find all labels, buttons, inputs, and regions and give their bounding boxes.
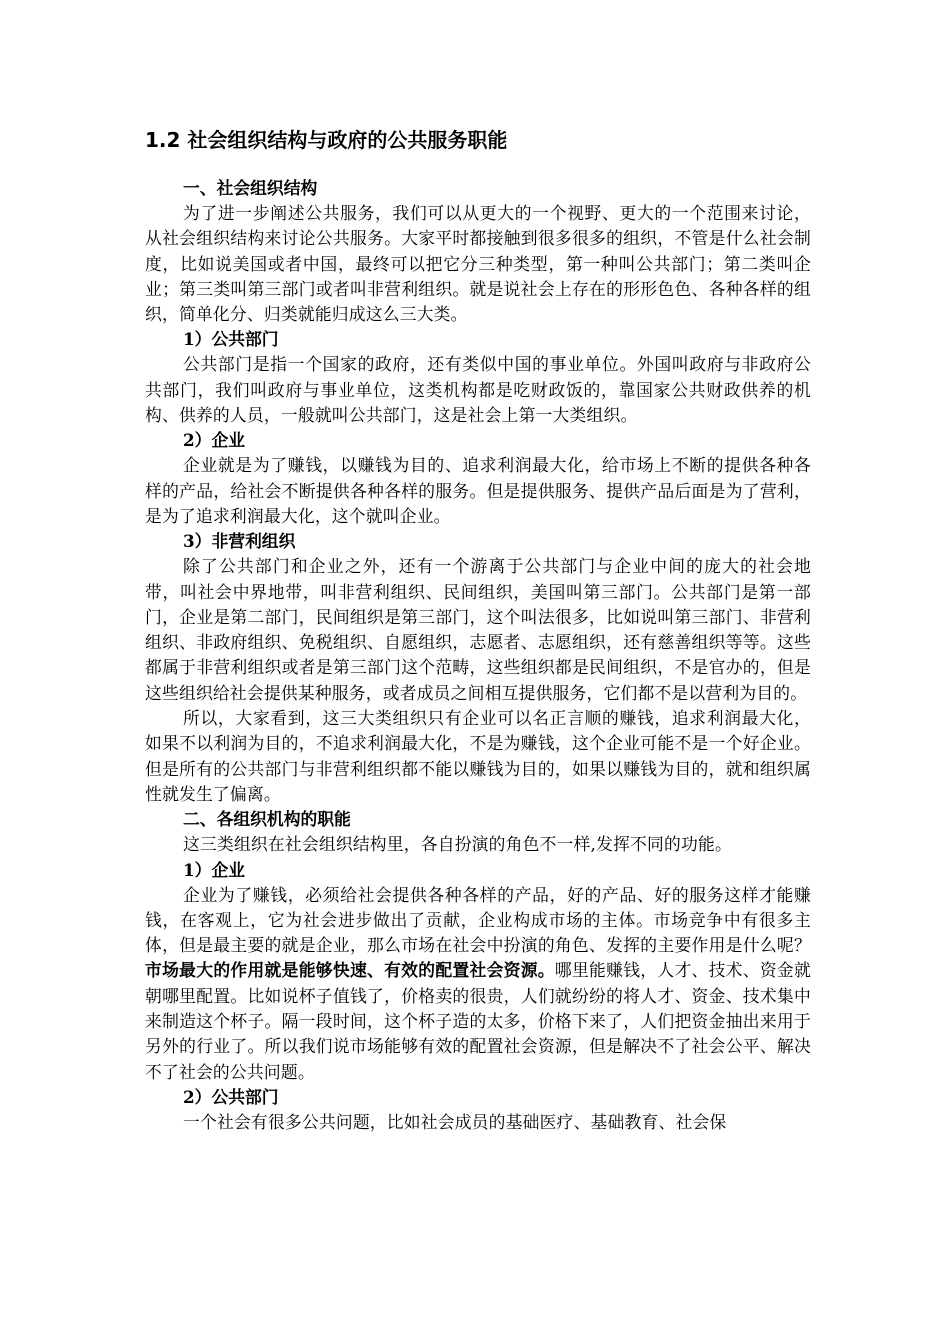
subheading-enterprise: 2）企业 — [183, 430, 246, 451]
page-title: 1.2 社会组织结构与政府的公共服务职能 — [145, 128, 508, 152]
paragraph-nonprofit: 除了公共部门和企业之外，还有一个游离于公共部门与企业中间的庞大的社会地带，叫社会中界地带，叫非营利组织、民间组织，美国叫第三部门。公共部门是第一部门，企业是第二部门，民间组织是第三部门，这个叫法很多，比如说叫第三部门、非营利组织、非政府组织、免税组织、自愿组织，志愿者、志愿组织，还有慈善组织等等。这些都属于非营利组织或者是第三部门这个范畴，这些组织都是民间组织，不是官办的，但是这些组织给社会提供某种服务，或者成员之间相互提供服务，它们都不是以营利为目的。 — [145, 556, 811, 703]
subheading-enterprise-function: 1）企业 — [183, 859, 246, 880]
subheading-nonprofit: 3）非营利组织 — [183, 531, 296, 552]
subheading-public-sector: 1）公共部门 — [183, 329, 279, 350]
paragraph-enterprise-function — [145, 883, 811, 1085]
bold-emphasis: 市场最大的作用就是能够快速、有效的配置社会资源。 — [145, 960, 555, 981]
paragraph-public-sector: 公共部门是指一个国家的政府，还有类似中国的事业单位。外国叫政府与非政府公共部门，我们叫政府与事业单位，这类机构都是吃财政饭的，靠国家公共财政供养的机构、供养的人员，一般就叫公共部门，这是社会上第一大类组织。 — [145, 354, 811, 426]
paragraph-functions-intro: 这三类组织在社会组织结构里，各自扮演的角色不一样,发挥不同的功能。 — [183, 834, 732, 855]
paragraph-enterprise: 企业就是为了赚钱，以赚钱为目的、追求利润最大化，给市场上不断的提供各种各样的产品，给社会不断提供各种各样的服务。但是提供服务、提供产品后面是为了营利，是为了追求利润最大化，这个就叫企业。 — [145, 455, 811, 526]
text-segment: 企业为了赚钱，必须给社会提供各种各样的产品，好的产品、好的服务这样才能赚钱，在客观上，它为社会进步做出了贡献，企业构成市场的主体。市场竞争中有很多主体，但是最主要的就是企业，那么市场在社会中扮演的角色、发挥的主要作用是什么呢？ — [145, 884, 811, 956]
section-heading-structure: 一、社会组织结构 — [183, 178, 318, 198]
paragraph-intro: 为了进一步阐述公共服务，我们可以从更大的一个视野、更大的一个范围来讨论，从社会组织结构来讨论公共服务。大家平时都接触到很多很多的组织，不管是什么社会制度，比如说美国或者中国，最终可以把它分三种类型，第一种叫公共部门；第二类叫企业；第三类叫第三部门或者叫非营利组织。就是说社会上存在的形形色色、各种各样的组织，简单化分、归类就能归成这么三大类。 — [145, 203, 811, 325]
paragraph-summary: 所以，大家看到，这三大类组织只有企业可以名正言顺的赚钱，追求利润最大化，如果不以利润为目的，不追求利润最大化，不是为赚钱，这个企业可能不是一个好企业。但是所有的公共部门与非营利组织都不能以赚钱为目的，如果以赚钱为目的，就和组织属性就发生了偏离。 — [145, 708, 811, 804]
text-segment: 哪里能赚钱，人才、技术、资金就朝哪里配置。比如说杯子值钱了，价格卖的很贵，人们就纷纷的将人才、资金、技术集中来制造这个杯子。隔一段时间，这个杯子造的太多，价格下来了，人们把资金抽出来用于另外的行业了。所以我们说市场能够有效的配置社会资源，但是解决不了社会公平、解决不了社会的公共问题。 — [145, 960, 811, 1082]
paragraph-public-function: 一个社会有很多公共问题，比如社会成员的基础医疗、基础教育、社会保 — [183, 1111, 727, 1132]
subheading-public-function: 2）公共部门 — [183, 1086, 279, 1107]
document-page — [145, 126, 811, 1135]
section-heading-functions: 二、各组织机构的职能 — [183, 809, 351, 830]
